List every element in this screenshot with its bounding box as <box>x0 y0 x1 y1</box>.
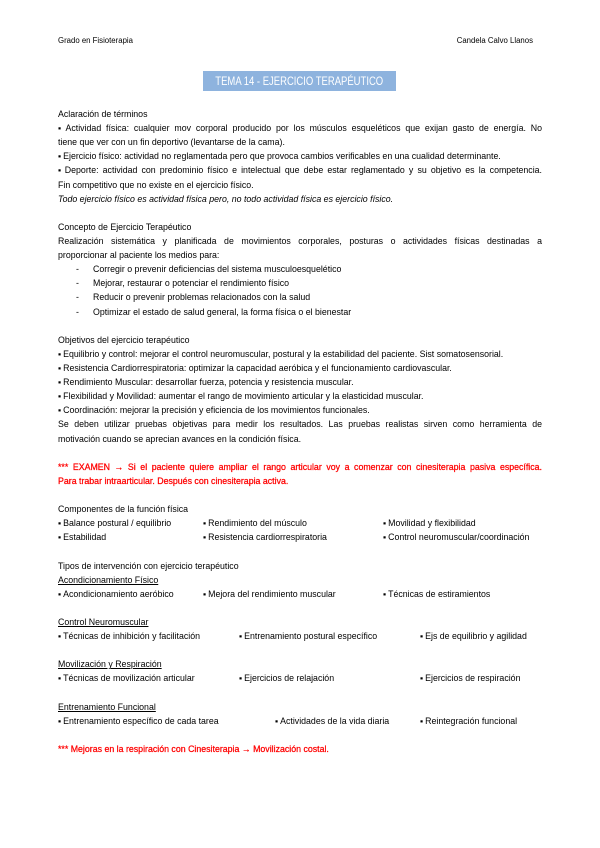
bullet-icon: ▪ <box>58 151 62 162</box>
intervention-group-title: Entrenamiento Funcional <box>58 701 156 712</box>
component-text: Estabilidad <box>63 532 107 543</box>
bullet-icon: ▪ <box>58 348 62 359</box>
intervention-text: Actividades de la vida diaria <box>280 715 390 726</box>
bullet-icon: ▪ <box>58 377 62 388</box>
intervention-text: Mejora del rendimiento muscular <box>208 588 336 599</box>
intervention-item <box>58 714 219 728</box>
term-item <box>58 163 542 177</box>
intervention-item <box>420 629 527 643</box>
objective-text: Resistencia Cardiorrespiratoria: optimizar la capacidad aeróbica y el funcionamiento cardiovascular. <box>63 362 452 373</box>
bullet-icon: ▪ <box>239 631 243 642</box>
objective-item <box>58 361 542 375</box>
concept-paragraph-line: proporcionar al paciente los medios para: <box>58 250 220 261</box>
bullet-icon: ▪ <box>58 165 63 176</box>
section-heading-terms: Aclaración de términos <box>58 109 148 119</box>
intervention-row <box>58 671 542 685</box>
intervention-text: Entrenamiento específico de cada tarea <box>63 715 219 726</box>
intervention-item <box>58 671 195 685</box>
objective-item <box>58 375 542 389</box>
intervention-text: Técnicas de estiramientos <box>388 588 491 599</box>
intervention-group-title: Acondicionamiento Físico <box>58 574 159 585</box>
components-row <box>58 516 542 530</box>
bullet-icon: ▪ <box>203 588 207 599</box>
intervention-item <box>239 671 334 685</box>
exam-note-line: Para trabar intraarticular. Después con cinesiterapia activa. <box>58 475 289 486</box>
intervention-row <box>58 714 542 728</box>
bullet-icon: ▪ <box>203 532 207 543</box>
bullet-icon: ▪ <box>239 673 243 684</box>
component-item <box>203 530 327 544</box>
term-text-continuation: Fin competitivo que no existe en el ejercicio físico. <box>58 179 254 190</box>
intervention-text: Técnicas de inhibición y facilitación <box>63 631 201 642</box>
concept-paragraph-line: Realización sistemática y planificada de movimientos corporales, posturas o actividades físicas destinadas a <box>58 235 542 246</box>
intervention-text: Ejs de equilibrio y agilidad <box>425 631 527 642</box>
bullet-icon: ▪ <box>383 518 387 529</box>
intervention-item <box>58 587 174 601</box>
term-text-continuation: tiene que ver con un fin deportivo (levantarse de la cama). <box>58 137 285 148</box>
list-item <box>58 305 542 319</box>
intervention-item <box>275 714 389 728</box>
intervention-text: Ejercicios de respiración <box>425 673 521 684</box>
bullet-icon: ▪ <box>420 673 424 684</box>
component-item <box>383 516 476 530</box>
section-heading-interventions: Tipos de intervención con ejercicio terapéutico <box>58 560 239 571</box>
bullet-icon: ▪ <box>58 405 62 416</box>
objective-text: Flexibilidad y Movilidad: aumentar el rango de movimiento articular y la elasticidad muscular. <box>63 391 424 402</box>
component-item <box>58 516 171 530</box>
bullet-icon: ▪ <box>203 518 207 529</box>
bullet-icon: ▪ <box>58 532 62 543</box>
bullet-icon: ▪ <box>275 715 279 726</box>
bullet-icon: ▪ <box>58 123 64 134</box>
intervention-text: Acondicionamiento aeróbico <box>63 588 174 599</box>
dash-marker: - <box>76 306 79 317</box>
header-program: Grado en Fisioterapia <box>58 36 133 45</box>
bullet-icon: ▪ <box>58 673 62 684</box>
intervention-item <box>383 587 490 601</box>
objective-item <box>58 347 542 361</box>
component-item <box>383 530 529 544</box>
objective-text: Equilibrio y control: mejorar el control neuromuscular, postural y la estabilidad del paciente. Sist somatosensorial. <box>63 348 504 359</box>
breathing-note: *** Mejoras en la respiración con Cinesiterapia → Movilización costal. <box>58 743 329 754</box>
intervention-item <box>420 714 517 728</box>
list-item-text: Mejorar, restaurar o potenciar el rendimiento físico <box>93 278 290 289</box>
bullet-icon: ▪ <box>58 631 62 642</box>
intervention-row <box>58 629 542 643</box>
header-author: Candela Calvo Llanos <box>456 36 533 45</box>
dash-marker: - <box>76 264 79 275</box>
list-item <box>58 290 542 304</box>
bullet-icon: ▪ <box>420 715 424 726</box>
objective-item <box>58 403 542 417</box>
bullet-icon: ▪ <box>58 391 62 402</box>
section-heading-objectives: Objetivos del ejercicio terapéutico <box>58 334 190 345</box>
intervention-item <box>203 587 336 601</box>
term-item <box>58 149 542 163</box>
term-item <box>58 121 542 135</box>
term-text: Actividad física: cualquier mov corporal producido por los músculos esqueléticos que exijan gasto de energía. No <box>65 123 542 134</box>
exam-note-line: *** EXAMEN → Si el paciente quiere ampliar el rango articular voy a comenzar con cinesiterapia pasiva específica. <box>58 461 542 472</box>
intervention-text: Entrenamiento postural específico <box>244 631 378 642</box>
section-heading-concept: Concepto de Ejercicio Terapéutico <box>58 221 192 232</box>
intervention-group-title: Movilización y Respiración <box>58 659 162 670</box>
list-item <box>58 262 542 276</box>
objectives-paragraph-line: Se deben utilizar pruebas objetivas para medir los resultados. Las pruebas realistas sirven como herramienta de <box>58 419 542 430</box>
intervention-item <box>239 629 377 643</box>
intervention-group-title: Control Neuromuscular <box>58 616 149 627</box>
bullet-icon: ▪ <box>58 588 62 599</box>
intervention-item <box>58 629 200 643</box>
document-body <box>58 107 542 756</box>
objective-text: Coordinación: mejorar la precisión y eficiencia de los movimientos funcionales. <box>63 405 370 416</box>
bullet-icon: ▪ <box>383 532 387 543</box>
terms-note: Todo ejercicio físico es actividad física pero, no todo actividad física es ejercicio físico. <box>58 193 394 204</box>
component-text: Balance postural / equilibrio <box>63 518 172 529</box>
intervention-row <box>58 587 542 601</box>
objective-item <box>58 389 542 403</box>
components-row <box>58 530 542 544</box>
list-item-text: Corregir o prevenir deficiencias del sistema musculoesquelético <box>93 264 342 275</box>
dash-marker: - <box>76 292 79 303</box>
component-text: Movilidad y flexibilidad <box>388 518 476 529</box>
term-text: Deporte: actividad con predominio físico e intelectual que debe estar reglamentado y su objetivo es la competencia. <box>64 165 542 176</box>
objective-text: Rendimiento Muscular: desarrollar fuerza, potencia y resistencia muscular. <box>63 377 354 388</box>
objectives-paragraph-line: motivación cuando se aprecian avances en la condición física. <box>58 433 302 444</box>
component-item <box>203 516 307 530</box>
bullet-icon: ▪ <box>58 715 62 726</box>
section-heading-components: Componentes de la función física <box>58 504 189 515</box>
component-text: Resistencia cardiorrespiratoria <box>208 532 327 543</box>
bullet-icon: ▪ <box>420 631 424 642</box>
title-banner <box>203 71 396 91</box>
intervention-text: Técnicas de movilización articular <box>63 673 195 684</box>
intervention-text: Ejercicios de relajación <box>244 673 335 684</box>
component-item <box>58 530 106 544</box>
bullet-icon: ▪ <box>58 518 62 529</box>
component-text: Control neuromuscular/coordinación <box>388 532 530 543</box>
component-text: Rendimiento del músculo <box>208 518 307 529</box>
bullet-icon: ▪ <box>383 588 387 599</box>
bullet-icon: ▪ <box>58 362 62 373</box>
list-item-text: Reducir o prevenir problemas relacionados con la salud <box>93 292 311 303</box>
dash-marker: - <box>76 278 79 289</box>
term-text: Ejercicio físico: actividad no reglamentada pero que provoca cambios verificables en una cualidad determinante. <box>63 151 501 162</box>
list-item <box>58 276 542 290</box>
intervention-text: Reintegración funcional <box>425 715 518 726</box>
list-item-text: Optimizar el estado de salud general, la forma física o el bienestar <box>93 306 352 317</box>
intervention-item <box>420 671 520 685</box>
page-title: TEMA 14 - EJERCICIO TERAPÉUTICO <box>215 74 384 88</box>
